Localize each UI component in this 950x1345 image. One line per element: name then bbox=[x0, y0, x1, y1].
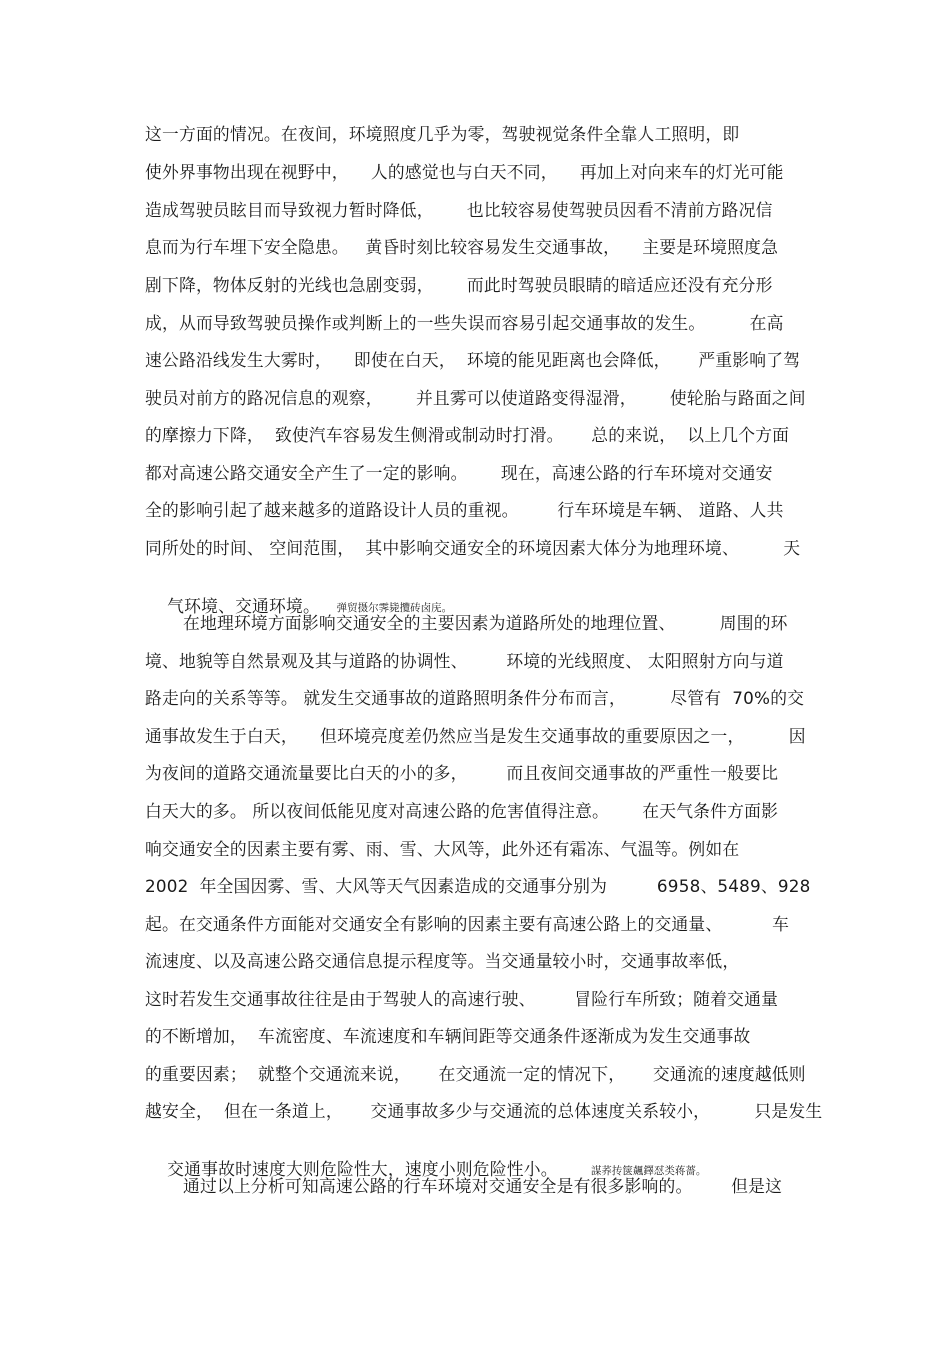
text-line: 为夜间的道路交通流量要比白天的小的多， 而且夜间交通事故的严重性一般要比 bbox=[145, 763, 779, 783]
text-line: 的重要因素； 就整个交通流来说， 在交通流一定的情况下， 交通流的速度越低则 bbox=[145, 1064, 806, 1084]
text-line: 成，从而导致驾驶员操作或判断上的一些失误而容易引起交通事故的发生。 在高 bbox=[145, 313, 784, 333]
text-line: 的不断增加， 车流密度、车流速度和车辆间距等交通条件逐渐成为发生交通事故 bbox=[145, 1026, 751, 1046]
text-line: 路走向的关系等等。 就发生交通事故的道路照明条件分布而言， 尽管有 70%的交 bbox=[145, 688, 805, 708]
text-line: 这时若发生交通事故往往是由于驾驶人的高速行驶、 冒险行车所致；随着交通量 bbox=[145, 989, 779, 1009]
text-line: 在地理环境方面影响交通安全的主要因素为道路所处的地理位置、 周围的环 bbox=[183, 613, 788, 633]
text-line: 越安全， 但在一条道上， 交通事故多少与交通流的总体速度关系较小， 只是发生 bbox=[145, 1101, 823, 1121]
text-line: 通过以上分析可知高速公路的行车环境对交通安全是有很多影响的。 但是这 bbox=[183, 1176, 783, 1196]
paragraph-end-text: 气环境、交通环境。 bbox=[167, 596, 320, 616]
text-line: 2002 年全国因雾、雪、大风等天气因素造成的交通事分别为 6958、5489、928 bbox=[145, 876, 811, 896]
text-line: 白天大的多。 所以夜间低能见度对高速公路的危害值得注意。 在天气条件方面影 bbox=[145, 801, 779, 821]
text-line: 速公路沿线发生大雾时， 即使在白天， 环境的能见距离也会降低， 严重影响了驾 bbox=[145, 350, 801, 370]
text-line: 都对高速公路交通安全产生了一定的影响。 现在，高速公路的行车环境对交通安 bbox=[145, 463, 773, 483]
garbled-watermark-note: 弹贸摄尔霁毙攬砖卤庑。 bbox=[336, 602, 453, 614]
text-line: 造成驾驶员眩目而导致视力暂时降低， 也比较容易使驾驶员因看不清前方路况信 bbox=[145, 200, 773, 220]
text-line: 剧下降，物体反射的光线也急剧变弱， 而此时驾驶员眼睛的暗适应还没有充分形 bbox=[145, 275, 773, 295]
text-line: 使外界事物出现在视野中， 人的感觉也与白天不同， 再加上对向来车的灯光可能 bbox=[145, 162, 784, 182]
text-line: 息而为行车埋下安全隐患。 黄昏时刻比较容易发生交通事故， 主要是环境照度急 bbox=[145, 237, 779, 257]
text-line: 这一方面的情况。在夜间，环境照度几乎为零，驾驶视觉条件全靠人工照明，即 bbox=[145, 124, 740, 144]
text-line: 的摩擦力下降， 致使汽车容易发生侧滑或制动时打滑。 总的来说， 以上几个方面 bbox=[145, 425, 790, 445]
text-line: 同所处的时间、 空间范围， 其中影响交通安全的环境因素大体分为地理环境、 天 bbox=[145, 538, 801, 558]
text-line: 全的影响引起了越来越多的道路设计人员的重视。 行车环境是车辆、 道路、人共 bbox=[145, 500, 784, 520]
text-line: 流速度、以及高速公路交通信息提示程度等。当交通量较小时，交通事故率低， bbox=[145, 951, 740, 971]
text-line: 响交通安全的因素主要有雾、雨、雪、大风等，此外还有霜冻、气温等。例如在 bbox=[145, 839, 740, 859]
text-line: 境、地貌等自然景观及其与道路的协调性、 环境的光线照度、 太阳照射方向与道 bbox=[145, 651, 784, 671]
text-line: 通事故发生于白天， 但环境亮度差仍然应当是发生交通事故的重要原因之一， 因 bbox=[145, 726, 806, 746]
paragraph-end-text: 交通事故时速度大则危险性大，速度小则危险性小。 bbox=[167, 1159, 558, 1179]
text-line: 驶员对前方的路况信息的观察， 并且雾可以使道路变得湿滑， 使轮胎与路面之间 bbox=[145, 388, 806, 408]
text-line: 起。在交通条件方面能对交通安全有影响的因素主要有高速公路上的交通量、 车 bbox=[145, 914, 790, 934]
garbled-watermark-note: 謀荞抟箧飆鐸怼类蒋薔。 bbox=[590, 1165, 707, 1177]
